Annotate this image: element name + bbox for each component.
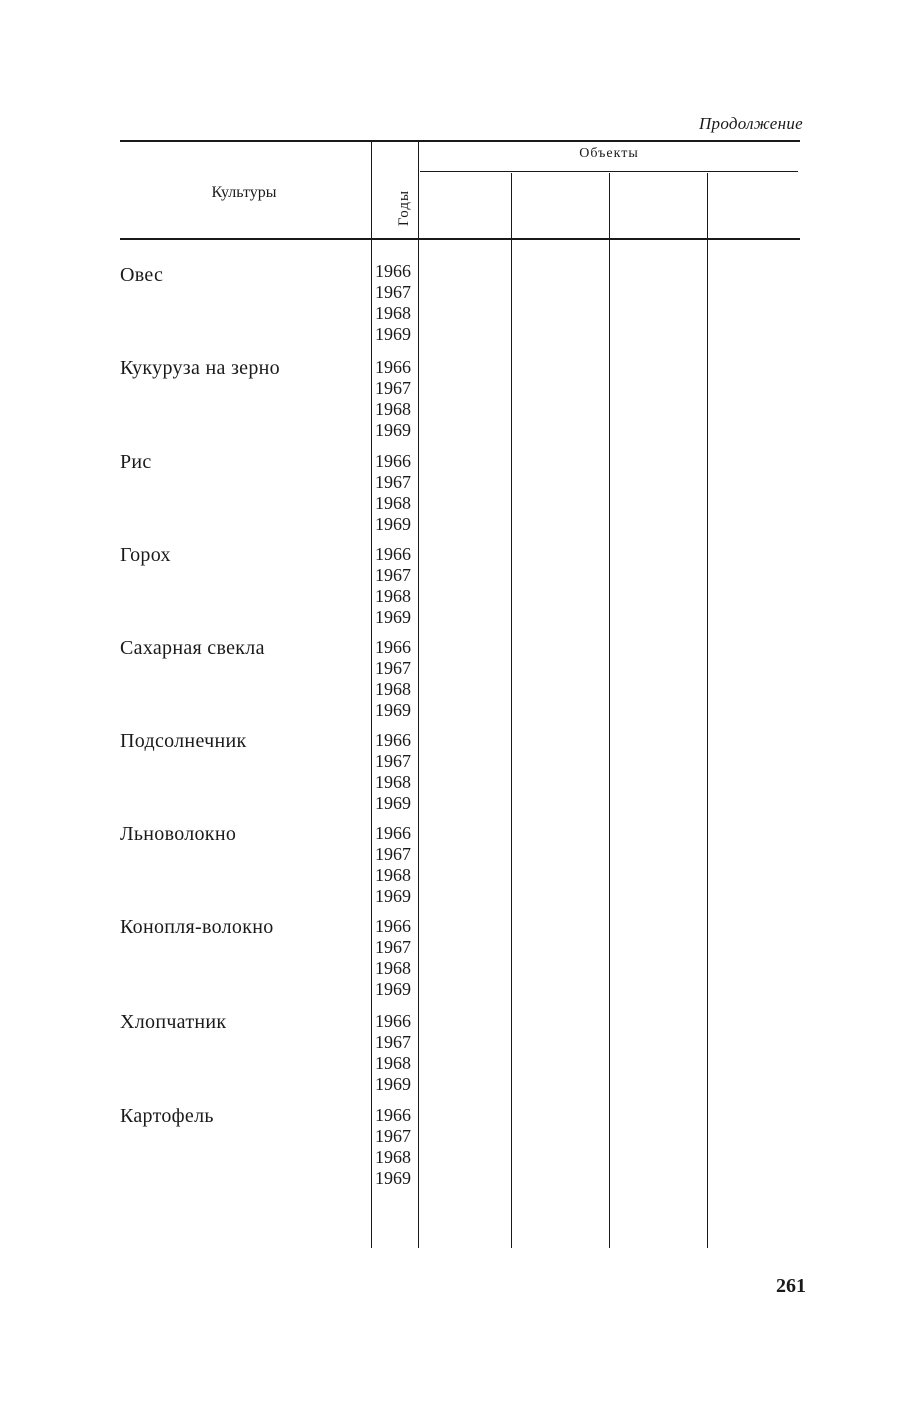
year-cell: 1968: [375, 679, 411, 699]
year-cell: 1967: [375, 1032, 411, 1052]
year-cell: 1968: [375, 1053, 411, 1073]
years-list: [375, 823, 417, 907]
year-cell: 1966: [375, 730, 411, 750]
year-cell: 1968: [375, 958, 411, 978]
year-cell: 1968: [375, 865, 411, 885]
years-list: [375, 544, 417, 628]
years-list: [375, 916, 417, 1000]
years-column-header: Годы: [395, 189, 412, 227]
year-cell: 1967: [375, 378, 411, 398]
crops-column-header: Культуры: [211, 184, 277, 201]
years-right-border: [418, 142, 419, 1248]
year-cell: 1968: [375, 772, 411, 792]
year-cell: 1966: [375, 357, 411, 377]
year-cell: 1969: [375, 793, 411, 813]
year-cell: 1967: [375, 472, 411, 492]
years-list: [375, 1011, 417, 1095]
crop-name: Подсолнечник: [120, 730, 247, 752]
crop-name: Хлопчатник: [120, 1011, 227, 1033]
year-cell: 1966: [375, 261, 411, 281]
years-list: [375, 730, 417, 814]
year-cell: 1969: [375, 1074, 411, 1094]
year-cell: 1966: [375, 1011, 411, 1031]
objects-subheader-rule: [420, 171, 798, 172]
year-cell: 1967: [375, 658, 411, 678]
years-list: [375, 1105, 417, 1189]
year-cell: 1969: [375, 886, 411, 906]
years-list: [375, 451, 417, 535]
years-left-border: [371, 142, 372, 1248]
year-cell: 1967: [375, 565, 411, 585]
year-cell: 1968: [375, 1147, 411, 1167]
header-bottom-rule: [120, 238, 800, 240]
year-cell: 1968: [375, 399, 411, 419]
year-cell: 1967: [375, 751, 411, 771]
years-list: [375, 637, 417, 721]
year-cell: 1969: [375, 324, 411, 344]
year-cell: 1969: [375, 607, 411, 627]
year-cell: 1966: [375, 451, 411, 471]
year-cell: 1967: [375, 844, 411, 864]
year-cell: 1966: [375, 823, 411, 843]
table-top-rule: [120, 140, 800, 142]
year-cell: 1967: [375, 1126, 411, 1146]
crop-name: Картофель: [120, 1105, 214, 1127]
object-col-divider-3: [707, 173, 708, 1248]
year-cell: 1968: [375, 493, 411, 513]
crop-name: Рис: [120, 451, 152, 473]
crop-name: Льноволокно: [120, 823, 237, 845]
year-cell: 1966: [375, 1105, 411, 1125]
years-list: [375, 261, 417, 345]
year-cell: 1969: [375, 979, 411, 999]
year-cell: 1969: [375, 514, 411, 534]
continued-label: Продолжение: [698, 114, 803, 133]
crop-name: Сахарная свекла: [120, 637, 265, 659]
object-col-divider-2: [609, 173, 610, 1248]
crop-name: Кукуруза на зерно: [120, 357, 280, 379]
year-cell: 1966: [375, 544, 411, 564]
year-cell: 1967: [375, 282, 411, 302]
year-cell: 1967: [375, 937, 411, 957]
crop-name: Конопля-волокно: [120, 916, 274, 938]
year-cell: 1968: [375, 586, 411, 606]
year-cell: 1968: [375, 303, 411, 323]
object-col-divider-1: [511, 173, 512, 1248]
year-cell: 1966: [375, 916, 411, 936]
year-cell: 1969: [375, 420, 411, 440]
year-cell: 1966: [375, 637, 411, 657]
years-list: [375, 357, 417, 441]
objects-column-header: Объекты: [579, 146, 639, 161]
page-number: 261: [776, 1275, 806, 1297]
year-cell: 1969: [375, 700, 411, 720]
crop-name: Горох: [120, 544, 171, 566]
crop-name: Овес: [120, 264, 164, 286]
year-cell: 1969: [375, 1168, 411, 1188]
